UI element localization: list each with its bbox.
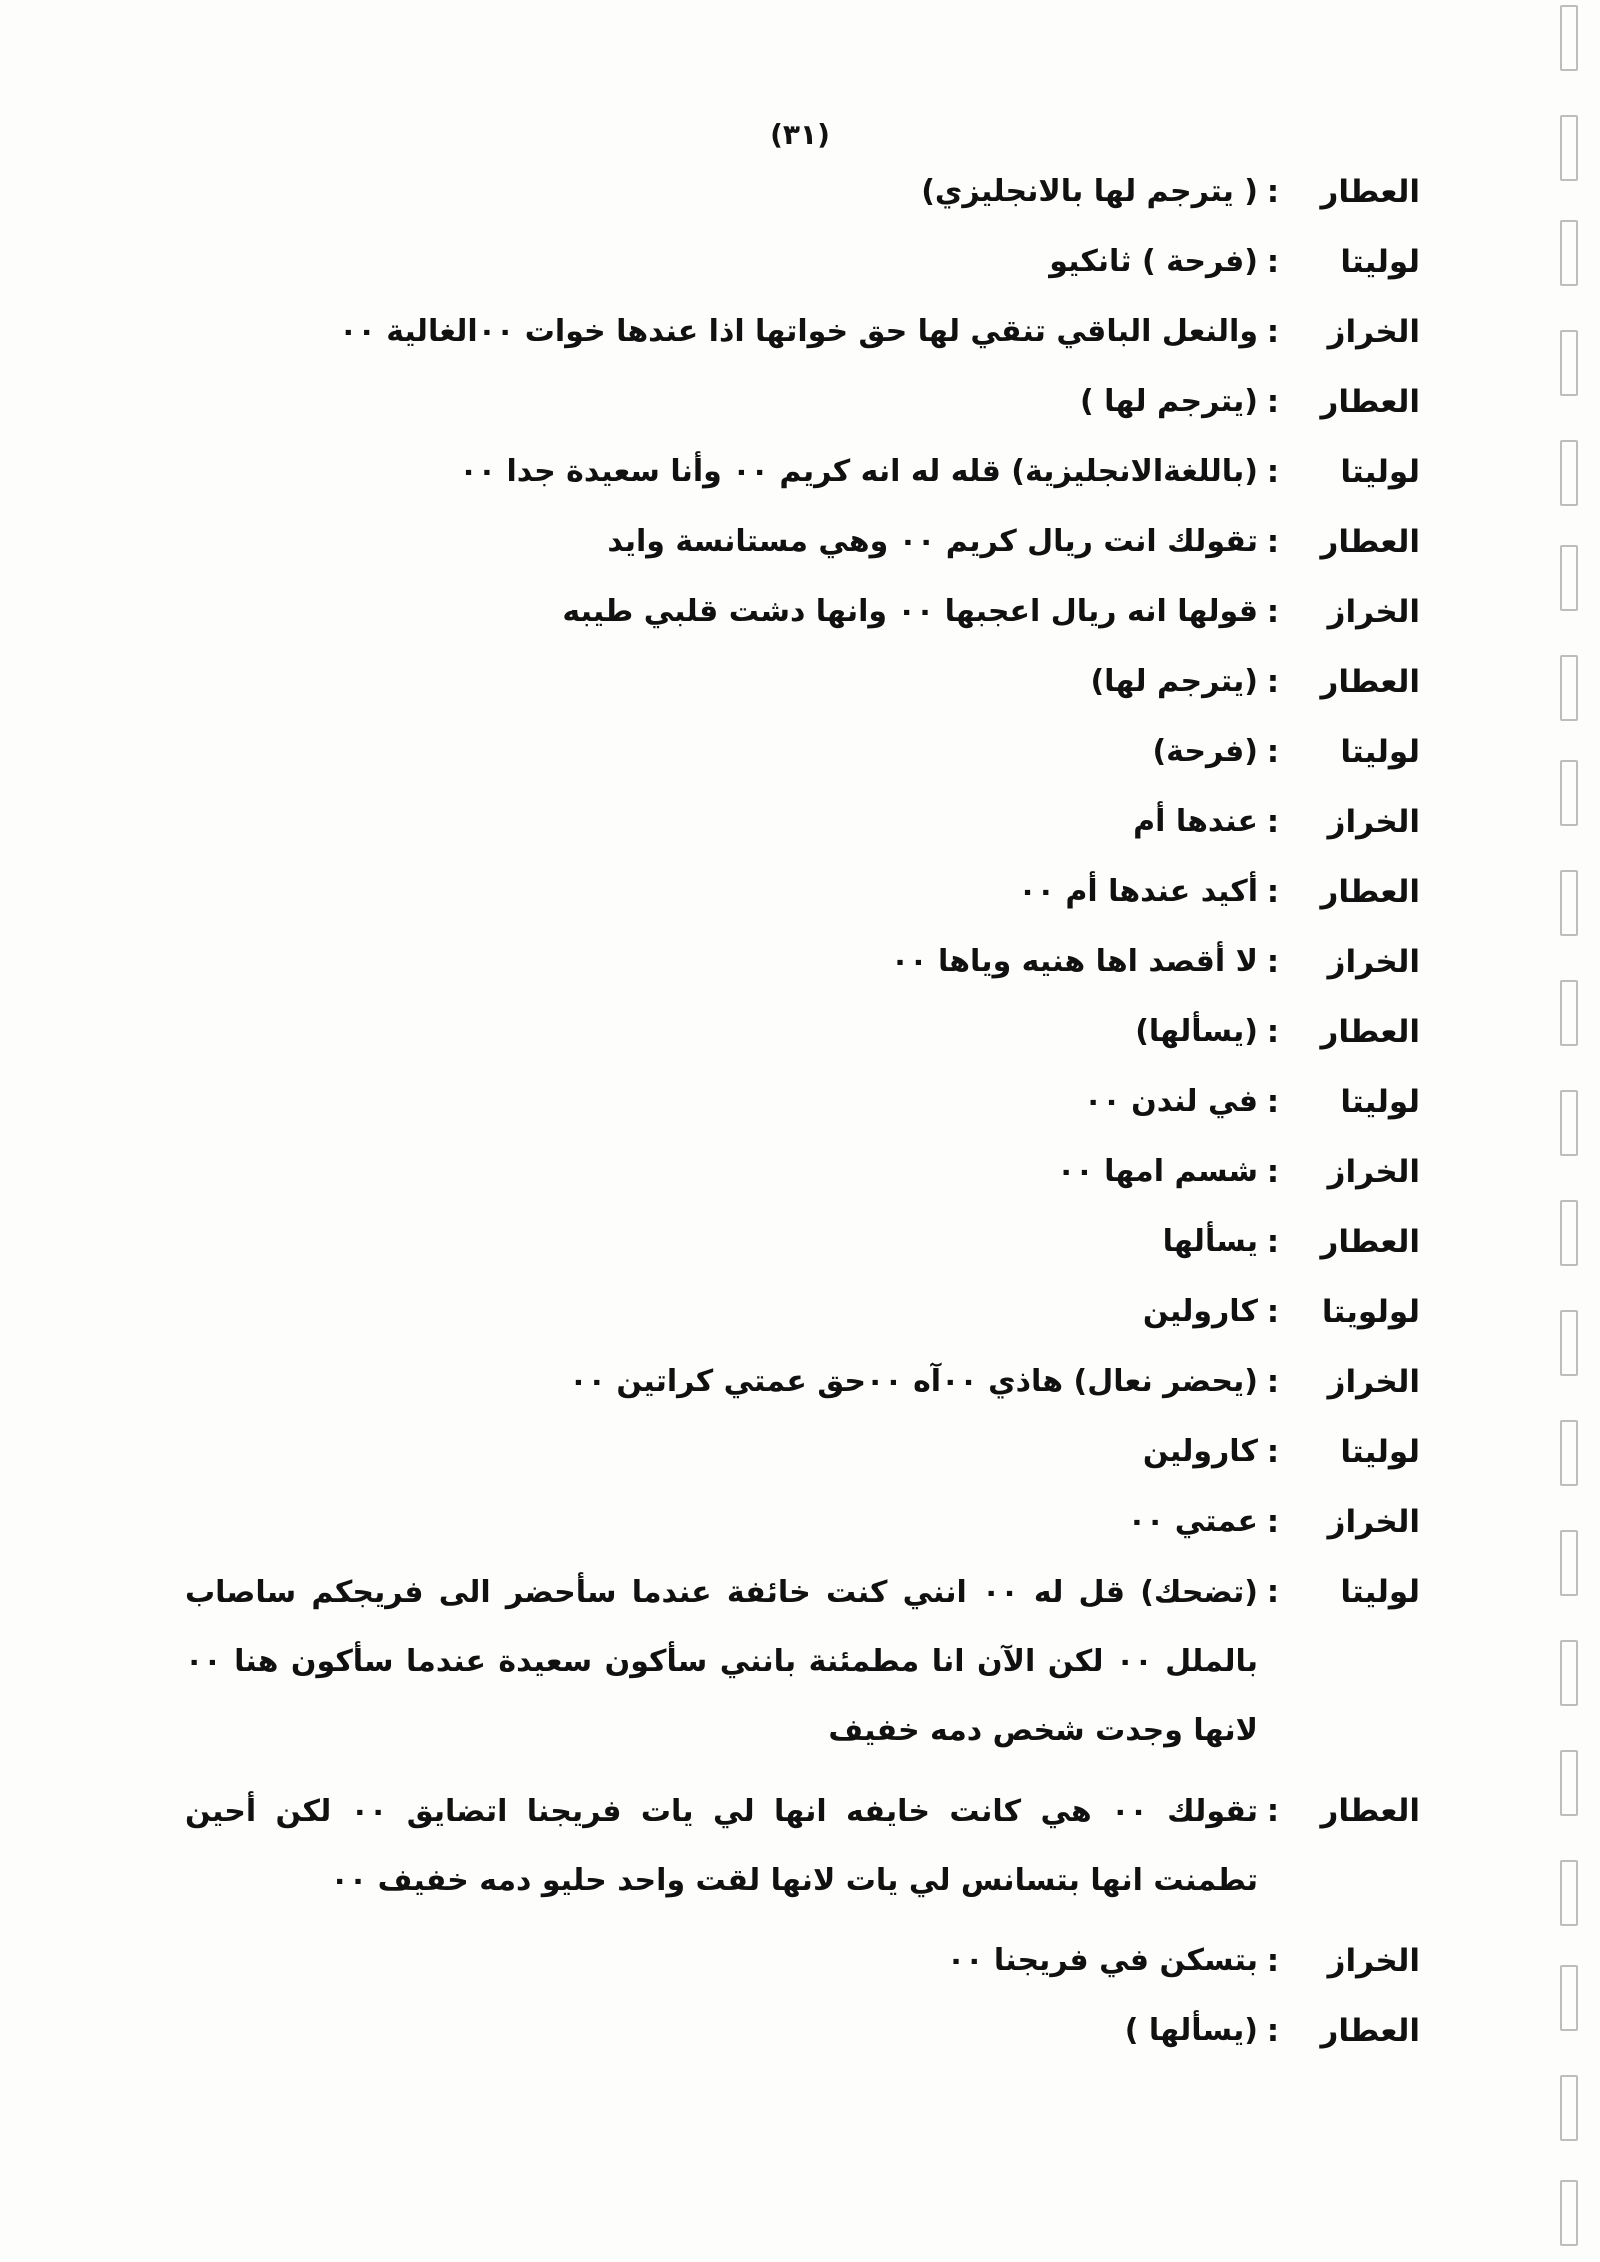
speaker-colon: : <box>1266 664 1280 700</box>
dialogue-line <box>185 728 1420 776</box>
speaker-colon: : <box>1266 1364 1280 1400</box>
speaker-name: الخراز <box>1327 1154 1420 1190</box>
dialogue-line <box>185 798 1420 846</box>
dialogue-text: بتسكن في فريجنا ٠٠ <box>946 1943 1258 1978</box>
speaker-name: الخراز <box>1327 1504 1420 1540</box>
dialogue-text: والنعل الباقي تنقي لها حق خواتها اذا عندها خوات ٠٠الغالية ٠٠ <box>339 314 1258 349</box>
dialogue-text: (فرحة ) ثانكيو <box>1049 244 1258 279</box>
binding-mark <box>1560 980 1578 1046</box>
dialogue-text: يسألها <box>1162 1224 1258 1259</box>
speaker-name: الخراز <box>1327 594 1420 630</box>
dialogue-text: تقولك ٠٠ هي كانت خايفه انها لي يات فريجنا اتضايق ٠٠ لكن أحين تطمنت انها بتسانس لي يات لانها لقت واحد حليو دمه خفيف ٠٠ <box>185 1794 1258 1898</box>
dialogue-text: (يسألها ) <box>1124 2013 1258 2048</box>
dialogue-text: كارولين <box>1142 1294 1258 1329</box>
speaker-name: العطار <box>1320 174 1420 210</box>
script-dialogue <box>185 168 1420 2077</box>
speaker-name: العطار <box>1320 1014 1420 1050</box>
binding-mark <box>1560 1965 1578 2031</box>
binding-mark <box>1560 440 1578 506</box>
dialogue-line <box>185 938 1420 986</box>
speaker-name: لوليتا <box>1340 1574 1420 1610</box>
speaker-name: العطار <box>1320 524 1420 560</box>
speaker-colon: : <box>1266 174 1280 210</box>
dialogue-text: (يترجم لها) <box>1090 664 1258 699</box>
binding-mark <box>1560 655 1578 721</box>
speaker-colon: : <box>1266 244 1280 280</box>
dialogue-text: أكيد عندها أم ٠٠ <box>1018 874 1258 909</box>
dialogue-text: في لندن ٠٠ <box>1084 1084 1258 1119</box>
speaker-name: لولويتا <box>1321 1294 1420 1330</box>
speaker-colon: : <box>1266 524 1280 560</box>
binding-mark <box>1560 1310 1578 1376</box>
dialogue-line <box>185 1787 1420 1915</box>
dialogue-text: (فرحة) <box>1152 734 1258 769</box>
speaker-colon: : <box>1266 1084 1280 1120</box>
binding-mark <box>1560 760 1578 826</box>
dialogue-text: لا أقصد اها هنيه وياها ٠٠ <box>890 944 1258 979</box>
speaker-name: العطار <box>1320 384 1420 420</box>
speaker-colon: : <box>1266 1574 1280 1610</box>
dialogue-text: عندها أم <box>1133 804 1258 839</box>
dialogue-line <box>185 448 1420 496</box>
page-number: (٣١) <box>770 118 830 151</box>
dialogue-line <box>185 308 1420 356</box>
speaker-name: الخراز <box>1327 314 1420 350</box>
binding-mark <box>1560 330 1578 396</box>
binding-mark <box>1560 1420 1578 1486</box>
speaker-name: الخراز <box>1327 944 1420 980</box>
dialogue-text: (يحضر نعال) هاذي ٠٠آه ٠٠حق عمتي كراتين ٠٠ <box>569 1364 1258 1399</box>
dialogue-line <box>185 1008 1420 1056</box>
dialogue-line <box>185 658 1420 706</box>
speaker-name: لوليتا <box>1340 244 1420 280</box>
speaker-colon: : <box>1266 734 1280 770</box>
dialogue-text: (باللغةالانجليزية) قله له انه كريم ٠٠ وأنا سعيدة جدا ٠٠ <box>459 454 1258 489</box>
speaker-name: العطار <box>1320 664 1420 700</box>
dialogue-text: قولها انه ريال اعجبها ٠٠ وانها دشت قلبي طيبه <box>562 594 1258 629</box>
dialogue-line <box>185 1498 1420 1546</box>
dialogue-line <box>185 868 1420 916</box>
speaker-name: لوليتا <box>1340 454 1420 490</box>
speaker-colon: : <box>1266 874 1280 910</box>
dialogue-text: (يسألها) <box>1135 1014 1258 1049</box>
dialogue-line <box>185 238 1420 286</box>
binding-marks <box>1540 0 1600 2262</box>
speaker-name: الخراز <box>1327 804 1420 840</box>
speaker-name: لوليتا <box>1340 1084 1420 1120</box>
binding-mark <box>1560 115 1578 181</box>
speaker-name: العطار <box>1320 1793 1420 1829</box>
dialogue-line <box>185 1218 1420 1266</box>
binding-mark <box>1560 1530 1578 1596</box>
binding-mark <box>1560 1750 1578 1816</box>
binding-mark <box>1560 870 1578 936</box>
speaker-colon: : <box>1266 1294 1280 1330</box>
dialogue-line <box>185 168 1420 216</box>
speaker-name: العطار <box>1320 874 1420 910</box>
binding-mark <box>1560 2180 1578 2246</box>
dialogue-line <box>185 1568 1420 1765</box>
speaker-colon: : <box>1266 804 1280 840</box>
speaker-name: الخراز <box>1327 1943 1420 1979</box>
speaker-colon: : <box>1266 314 1280 350</box>
dialogue-line <box>185 588 1420 636</box>
dialogue-text: شسم امها ٠٠ <box>1057 1154 1258 1189</box>
speaker-colon: : <box>1266 1224 1280 1260</box>
speaker-name: العطار <box>1320 1224 1420 1260</box>
speaker-colon: : <box>1266 1434 1280 1470</box>
speaker-colon: : <box>1266 2013 1280 2049</box>
speaker-name: العطار <box>1320 2013 1420 2049</box>
dialogue-text: عمتي ٠٠ <box>1127 1504 1258 1539</box>
binding-mark <box>1560 1640 1578 1706</box>
dialogue-text: (تضحك) قل له ٠٠ انني كنت خائفة عندما سأحضر الى فريجكم ساصاب بالملل ٠٠ لكن الآن انا مطمئنة بانني سأكون سعيدة عندما سأكون هنا ٠٠ لانها وجدت شخص دمه خفيف <box>185 1575 1258 1748</box>
binding-mark <box>1560 220 1578 286</box>
dialogue-text: كارولين <box>1142 1434 1258 1469</box>
speaker-colon: : <box>1266 1793 1280 1829</box>
speaker-name: الخراز <box>1327 1364 1420 1400</box>
speaker-colon: : <box>1266 1014 1280 1050</box>
speaker-name: لوليتا <box>1340 1434 1420 1470</box>
dialogue-line <box>185 1078 1420 1126</box>
speaker-colon: : <box>1266 384 1280 420</box>
binding-mark <box>1560 2075 1578 2141</box>
dialogue-line <box>185 1288 1420 1336</box>
binding-mark <box>1560 1200 1578 1266</box>
dialogue-line <box>185 1148 1420 1196</box>
speaker-colon: : <box>1266 454 1280 490</box>
speaker-name: لوليتا <box>1340 734 1420 770</box>
dialogue-text: ( يترجم لها بالانجليزي) <box>921 174 1258 209</box>
speaker-colon: : <box>1266 944 1280 980</box>
dialogue-text: تقولك انت ريال كريم ٠٠ وهي مستانسة وايد <box>607 524 1258 559</box>
speaker-colon: : <box>1266 1943 1280 1979</box>
speaker-colon: : <box>1266 1154 1280 1190</box>
dialogue-line <box>185 378 1420 426</box>
dialogue-line <box>185 1358 1420 1406</box>
dialogue-text: (يترجم لها ) <box>1080 384 1258 419</box>
dialogue-line <box>185 2007 1420 2055</box>
dialogue-line <box>185 518 1420 566</box>
dialogue-line <box>185 1428 1420 1476</box>
speaker-colon: : <box>1266 594 1280 630</box>
speaker-colon: : <box>1266 1504 1280 1540</box>
binding-mark <box>1560 1860 1578 1926</box>
dialogue-line <box>185 1937 1420 1985</box>
binding-mark <box>1560 1090 1578 1156</box>
binding-mark <box>1560 5 1578 71</box>
binding-mark <box>1560 545 1578 611</box>
